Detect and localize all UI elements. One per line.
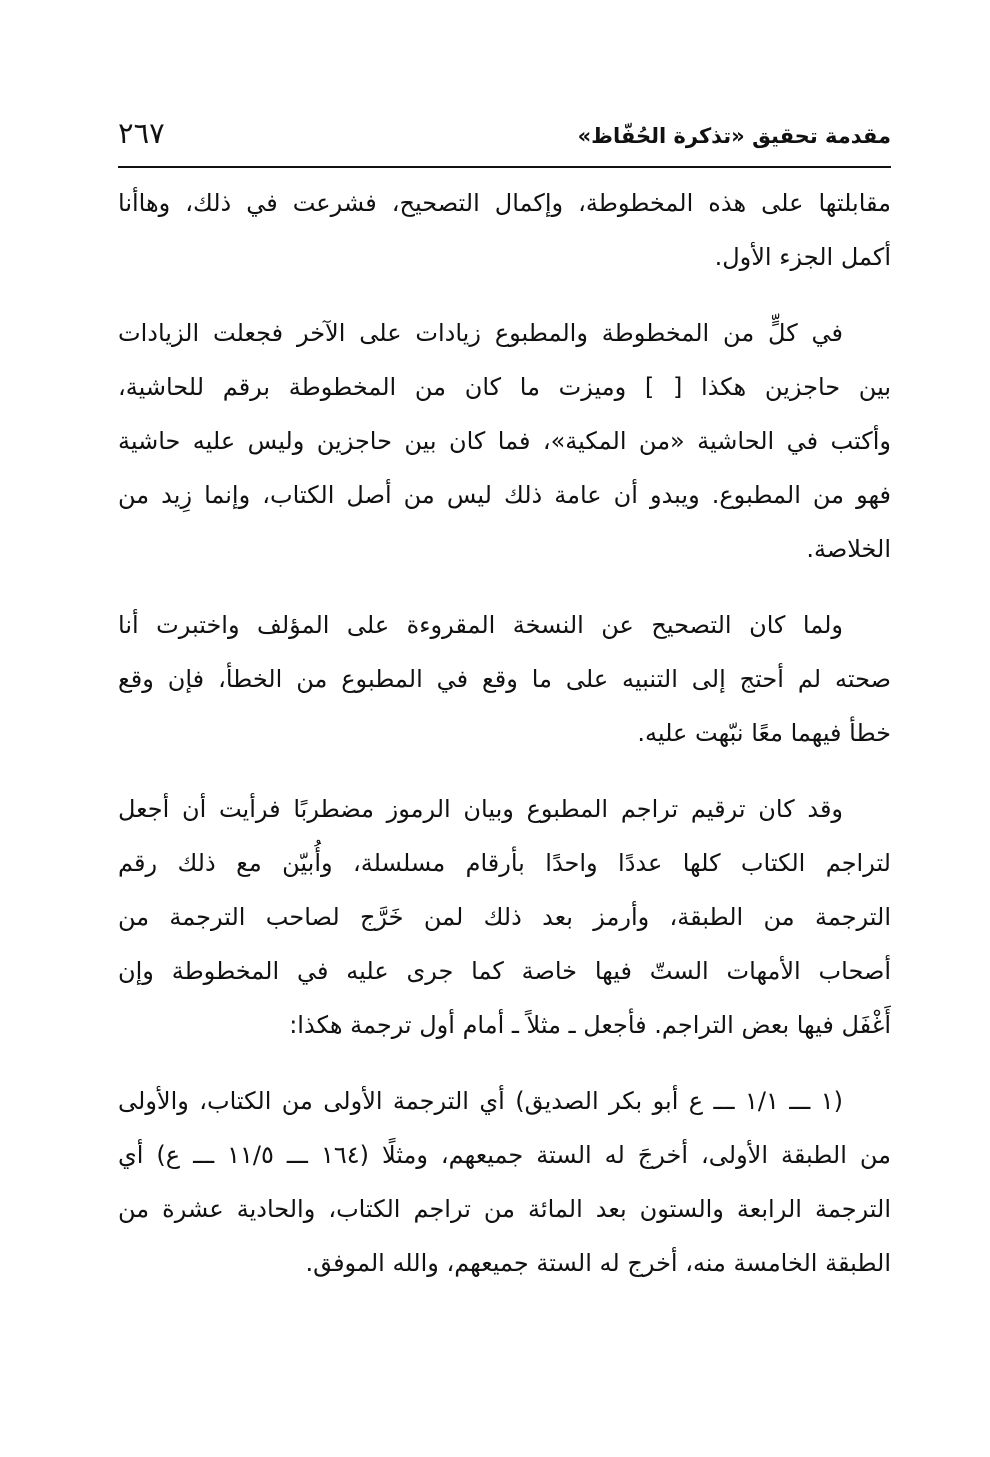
text-line: الترجمة من الطبقة، وأرمز بعد ذلك لمن خَرَّج لصاحب الترجمة من	[118, 903, 891, 931]
paragraph-2	[118, 306, 891, 576]
text-line: في كلٍّ من المخطوطة والمطبوع زيادات على الآخر فجعلت الزيادات	[118, 319, 843, 347]
text-line: فهو من المطبوع. ويبدو أن عامة ذلك ليس من أصل الكتاب، وإنما زِيد من	[118, 481, 891, 509]
paragraph-1	[118, 176, 891, 284]
body-text	[118, 176, 891, 1312]
text-line: خطأ فيهما معًا نبّهت عليه.	[637, 719, 891, 747]
text-line: لتراجم الكتاب كلها عددًا واحدًا بأرقام مسلسلة، وأُبيّن مع ذلك رقم	[118, 849, 891, 877]
text-line: الطبقة الخامسة منه، أخرج له الستة جميعهم، والله الموفق.	[305, 1249, 891, 1277]
text-line: وقد كان ترقيم تراجم المطبوع وبيان الرموز مضطربًا فرأيت أن أجعل	[118, 795, 843, 823]
running-header	[118, 112, 891, 156]
text-line: مقابلتها على هذه المخطوطة، وإكمال التصحيح، فشرعت في ذلك، وهاأنا	[118, 189, 891, 217]
text-line: من الطبقة الأولى، أخرجَ له الستة جميعهم، ومثلًا (١٦٤ ـــ ١١/٥ ـــ ع) أي	[118, 1141, 891, 1169]
text-line: أكمل الجزء الأول.	[714, 243, 891, 271]
paragraph-3	[118, 598, 891, 760]
text-line: أصحاب الأمهات الستّ فيها خاصة كما جرى عليه في المخطوطة وإن	[118, 957, 891, 985]
page-number: ٢٦٧	[118, 116, 165, 150]
text-line: الترجمة الرابعة والستون بعد المائة من تراجم الكتاب، والحادية عشرة من	[118, 1195, 891, 1223]
paragraph-4	[118, 782, 891, 1052]
running-title: مقدمة تحقيق «تذكرة الحُفّاظ»	[577, 124, 891, 148]
text-line: الخلاصة.	[806, 535, 891, 563]
text-line: أَغْفَل فيها بعض التراجم. فأجعل ـ مثلاً ـ أمام أول ترجمة هكذا:	[289, 1011, 891, 1039]
paragraph-5	[118, 1074, 891, 1290]
text-line: صحته لم أحتج إلى التنبيه على ما وقع في المطبوع من الخطأ، فإن وقع	[118, 665, 891, 693]
text-line: بين حاجزين هكذا [ ] وميزت ما كان من المخطوطة برقم للحاشية،	[118, 373, 891, 401]
text-line: وأكتب في الحاشية «من المكية»، فما كان بين حاجزين وليس عليه حاشية	[118, 427, 891, 455]
text-line: ولما كان التصحيح عن النسخة المقروءة على المؤلف واختبرت أنا	[118, 611, 843, 639]
header-rule	[118, 166, 891, 168]
text-line: (١ ـــ ١/١ ـــ ع أبو بكر الصديق) أي الترجمة الأولى من الكتاب، والأولى	[118, 1087, 843, 1115]
